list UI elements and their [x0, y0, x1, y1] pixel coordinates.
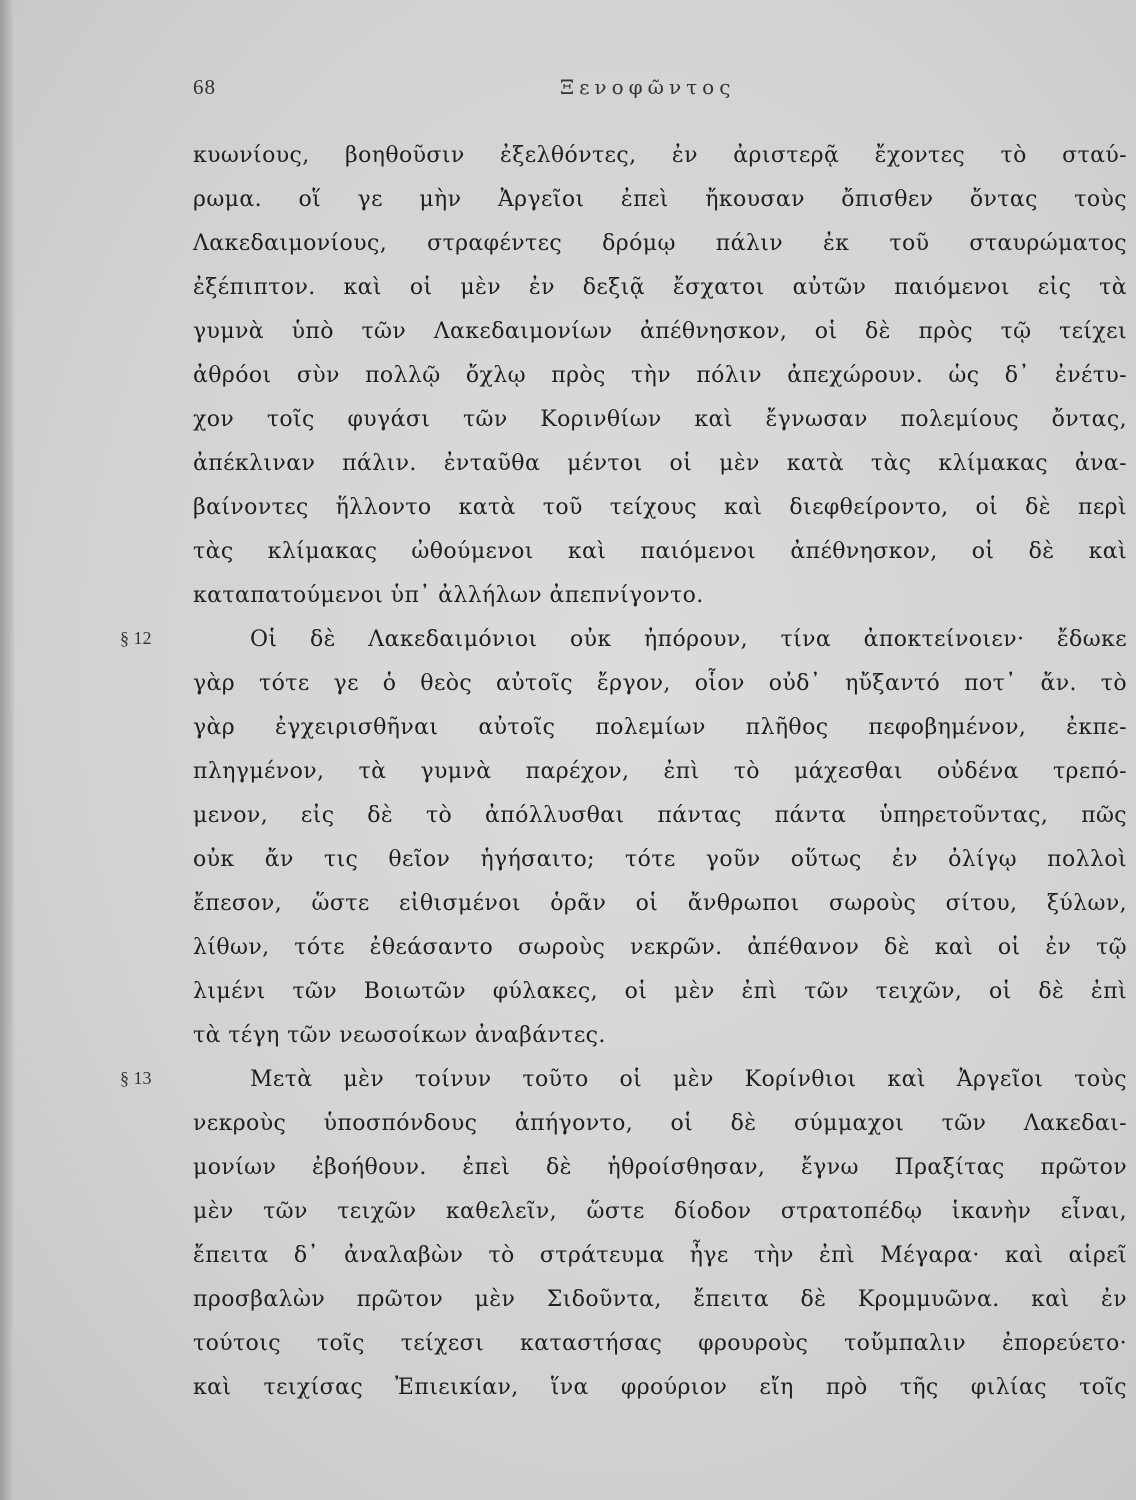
- text-line: χον τοῖς φυγάσι τῶν Κορινθίων καὶ ἔγνωσαν πολεμίους ὄντας,: [193, 407, 1127, 432]
- text-line: οὐκ ἄν τις θεῖον ἡγήσαιτο; τότε γοῦν οὕτως ἐν ὀλίγῳ πολλοὶ: [193, 847, 1127, 872]
- text-line: τὰ τέγη τῶν νεωσοίκων ἀναβάντες.: [193, 1023, 606, 1048]
- text-line: ἀθρόοι σὺν πολλῷ ὄχλῳ πρὸς τὴν πόλιν ἀπεχώρουν. ὡς δ᾽ ἐνέτυ-: [193, 363, 1127, 388]
- section-marker: § 12: [120, 628, 152, 648]
- text-line: λίθων, τότε ἐθεάσαντο σωροὺς νεκρῶν. ἀπέθανον δὲ καὶ οἱ ἐν τῷ: [193, 935, 1127, 960]
- text-line: νεκροὺς ὑποσπόνδους ἀπήγοντο, οἱ δὲ σύμμαχοι τῶν Λακεδαι-: [193, 1111, 1127, 1136]
- text-line: βαίνοντες ἥλλοντο κατὰ τοῦ τείχους καὶ διεφθείροντο, οἱ δὲ περὶ: [193, 495, 1127, 520]
- text-line: καὶ τειχίσας Ἐπιεικίαν, ἵνα φρούριον εἴη πρὸ τῆς φιλίας τοῖς: [193, 1375, 1127, 1400]
- text-line: ἀπέκλιναν πάλιν. ἐνταῦθα μέντοι οἱ μὲν κατὰ τὰς κλίμακας ἀνα-: [193, 451, 1127, 476]
- text-line: προσβαλὼν πρῶτον μὲν Σιδοῦντα, ἔπειτα δὲ Κρομμυῶνα. καὶ ἐν: [193, 1287, 1127, 1312]
- running-title: Ξενοφῶντος: [560, 75, 736, 99]
- text-line: πληγμένον, τὰ γυμνὰ παρέχον, ἐπὶ τὸ μάχεσθαι οὐδένα τρεπό-: [193, 759, 1127, 784]
- text-line: τὰς κλίμακας ὠθούμενοι καὶ παιόμενοι ἀπέθνησκον, οἱ δὲ καὶ: [193, 539, 1127, 564]
- text-line: Μετὰ μὲν τοίνυν τοῦτο οἱ μὲν Κορίνθιοι καὶ Ἀργεῖοι τοὺς: [250, 1067, 1127, 1092]
- text-line: ρωμα. οἵ γε μὴν Ἀργεῖοι ἐπεὶ ἤκουσαν ὄπισθεν ὄντας τοὺς: [193, 187, 1127, 212]
- text-line: γυμνὰ ὑπὸ τῶν Λακεδαιμονίων ἀπέθνησκον, οἱ δὲ πρὸς τῷ τείχει: [193, 319, 1127, 344]
- text-line: καταπατούμενοι ὑπ᾽ ἀλλήλων ἀπεπνίγοντο.: [193, 583, 704, 608]
- text-line: Οἱ δὲ Λακεδαιμόνιοι οὐκ ἠπόρουν, τίνα ἀποκτείνοιεν· ἔδωκε: [250, 627, 1127, 652]
- text-line: Λακεδαιμονίους, στραφέντες δρόμῳ πάλιν ἐκ τοῦ σταυρώματος: [193, 231, 1127, 256]
- section-marker: § 13: [120, 1068, 152, 1088]
- text-line: ἐξέπιπτον. καὶ οἱ μὲν ἐν δεξιᾷ ἔσχατοι αὐτῶν παιόμενοι εἰς τὰ: [193, 275, 1127, 300]
- text-line: γὰρ ἐγχειρισθῆναι αὐτοῖς πολεμίων πλῆθος πεφοβημένον, ἐκπε-: [193, 715, 1127, 740]
- text-line: μὲν τῶν τειχῶν καθελεῖν, ὥστε δίοδον στρατοπέδῳ ἱκανὴν εἶναι,: [193, 1199, 1127, 1224]
- page-number: 68: [193, 75, 216, 99]
- page-edge: [0, 0, 14, 1500]
- text-line: λιμένι τῶν Βοιωτῶν φύλακες, οἱ μὲν ἐπὶ τῶν τειχῶν, οἱ δὲ ἐπὶ: [193, 979, 1127, 1004]
- text-line: τούτοις τοῖς τείχεσι καταστήσας φρουροὺς τοὔμπαλιν ἐπορεύετο·: [193, 1331, 1127, 1356]
- text-line: γὰρ τότε γε ὁ θεὸς αὐτοῖς ἔργον, οἷον οὐδ᾽ ηὔξαντό ποτ᾽ ἄν. τὸ: [193, 671, 1127, 696]
- text-line: ἔπεσον, ὥστε εἰθισμένοι ὁρᾶν οἱ ἄνθρωποι σωροὺς σίτου, ξύλων,: [193, 891, 1127, 916]
- text-line: μονίων ἐβοήθουν. ἐπεὶ δὲ ἡθροίσθησαν, ἔγνω Πραξίτας πρῶτον: [193, 1155, 1127, 1180]
- text-line: κυωνίους, βοηθοῦσιν ἐξελθόντες, ἐν ἀριστερᾷ ἔχοντες τὸ σταύ-: [193, 143, 1127, 168]
- text-line: ἔπειτα δ᾽ ἀναλαβὼν τὸ στράτευμα ἦγε τὴν ἐπὶ Μέγαρα· καὶ αἱρεῖ: [193, 1243, 1127, 1268]
- text-line: μενον, εἰς δὲ τὸ ἀπόλλυσθαι πάντας πάντα ὑπηρετοῦντας, πῶς: [193, 803, 1127, 828]
